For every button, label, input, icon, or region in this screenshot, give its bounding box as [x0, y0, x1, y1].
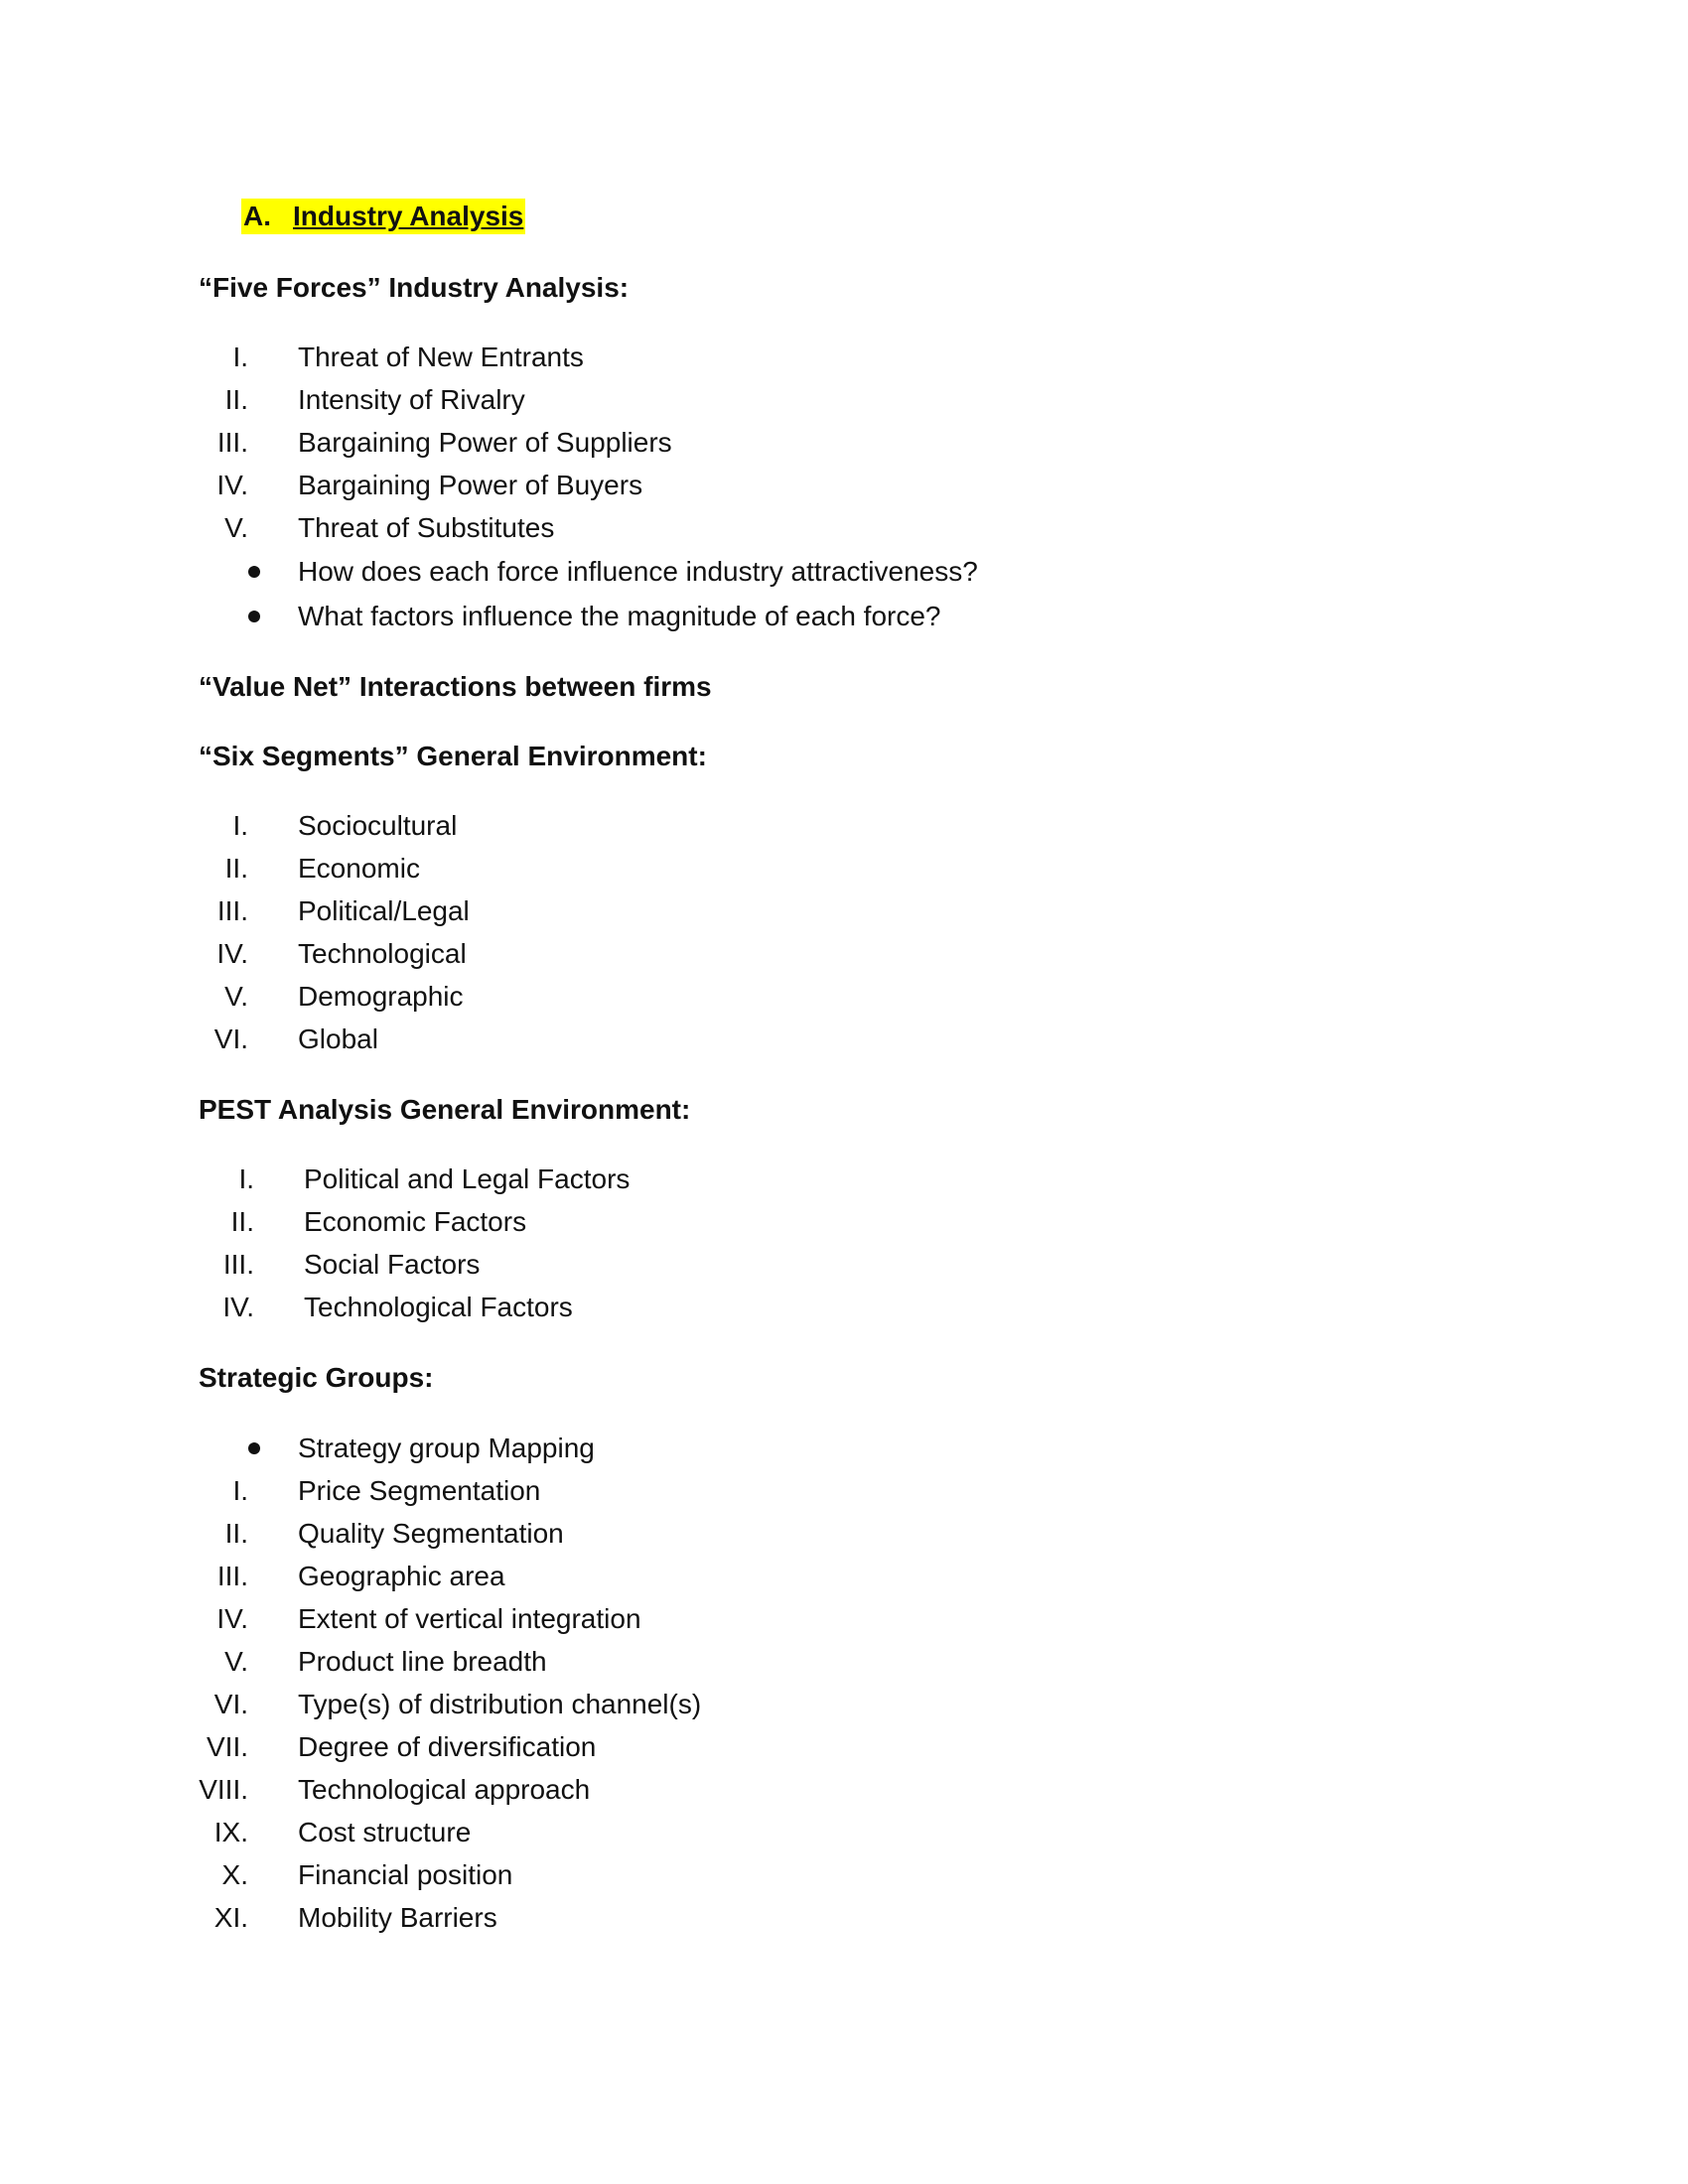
- bullet-item: Strategy group Mapping: [298, 1433, 595, 1463]
- list-item: Bargaining Power of Suppliers: [298, 427, 672, 458]
- list-marker: IV.: [216, 938, 248, 969]
- list-item: Social Factors: [304, 1249, 481, 1280]
- list-marker: VIII.: [199, 1774, 248, 1805]
- list-marker: V.: [224, 981, 248, 1012]
- list-item: Sociocultural: [298, 810, 458, 841]
- list-item: Political and Legal Factors: [304, 1163, 631, 1194]
- list-marker: III.: [216, 895, 248, 926]
- list-marker: I.: [238, 1163, 254, 1194]
- list-marker: I.: [232, 1475, 248, 1506]
- list-marker: XI.: [213, 1902, 248, 1933]
- list-marker: II.: [224, 853, 248, 884]
- list-marker: I.: [232, 341, 248, 372]
- list-item: Threat of New Entrants: [298, 341, 584, 372]
- list-item: Price Segmentation: [298, 1475, 541, 1506]
- bullet-icon: [248, 1442, 260, 1454]
- list-marker: III.: [222, 1249, 254, 1280]
- list-item: Type(s) of distribution channel(s): [298, 1689, 702, 1719]
- list-marker: VII.: [206, 1731, 248, 1762]
- list-marker: IV.: [216, 1603, 248, 1634]
- list-item: Intensity of Rivalry: [298, 384, 525, 415]
- pest-heading: PEST Analysis General Environment:: [199, 1094, 691, 1125]
- value-net-heading: “Value Net” Interactions between firms: [199, 671, 712, 702]
- list-item: Product line breadth: [298, 1646, 547, 1677]
- list-item: Technological Factors: [304, 1292, 573, 1322]
- list-marker: V.: [224, 512, 248, 543]
- list-item: Global: [298, 1024, 378, 1054]
- five-forces-heading: “Five Forces” Industry Analysis:: [199, 272, 630, 303]
- list-item: Economic Factors: [304, 1206, 527, 1237]
- list-marker: II.: [224, 1518, 248, 1549]
- list-item: Technological approach: [298, 1774, 591, 1805]
- list-item: Financial position: [298, 1859, 513, 1890]
- list-marker: II.: [230, 1206, 254, 1237]
- list-marker: V.: [224, 1646, 248, 1677]
- list-item: Threat of Substitutes: [298, 512, 555, 543]
- list-marker: I.: [232, 810, 248, 841]
- list-item: Political/Legal: [298, 895, 470, 926]
- list-item: Mobility Barriers: [298, 1902, 497, 1933]
- list-marker: II.: [224, 384, 248, 415]
- list-item: Technological: [298, 938, 467, 969]
- list-marker: X.: [221, 1859, 248, 1890]
- list-item: Quality Segmentation: [298, 1518, 564, 1549]
- list-marker: VI.: [213, 1024, 248, 1054]
- list-item: Bargaining Power of Buyers: [298, 470, 643, 500]
- list-item: Economic: [298, 853, 420, 884]
- list-marker: IV.: [222, 1292, 254, 1322]
- list-marker: IV.: [216, 470, 248, 500]
- six-segments-heading: “Six Segments” General Environment:: [199, 741, 707, 771]
- list-item: Cost structure: [298, 1817, 472, 1847]
- list-marker: IX.: [213, 1817, 248, 1847]
- bullet-icon: [248, 566, 260, 578]
- list-item: Degree of diversification: [298, 1731, 597, 1762]
- section-title: Industry Analysis: [293, 201, 524, 231]
- list-marker: III.: [216, 1561, 248, 1591]
- list-marker: VI.: [213, 1689, 248, 1719]
- strategic-groups-heading: Strategic Groups:: [199, 1362, 434, 1393]
- section-heading: [241, 199, 525, 234]
- list-marker: III.: [216, 427, 248, 458]
- bullet-item: How does each force influence industry attractiveness?: [298, 556, 978, 587]
- list-item: Geographic area: [298, 1561, 505, 1591]
- bullet-icon: [248, 611, 260, 622]
- list-item: Demographic: [298, 981, 464, 1012]
- list-item: Extent of vertical integration: [298, 1603, 641, 1634]
- bullet-item: What factors influence the magnitude of each force?: [298, 601, 941, 631]
- section-letter: A.: [243, 201, 271, 231]
